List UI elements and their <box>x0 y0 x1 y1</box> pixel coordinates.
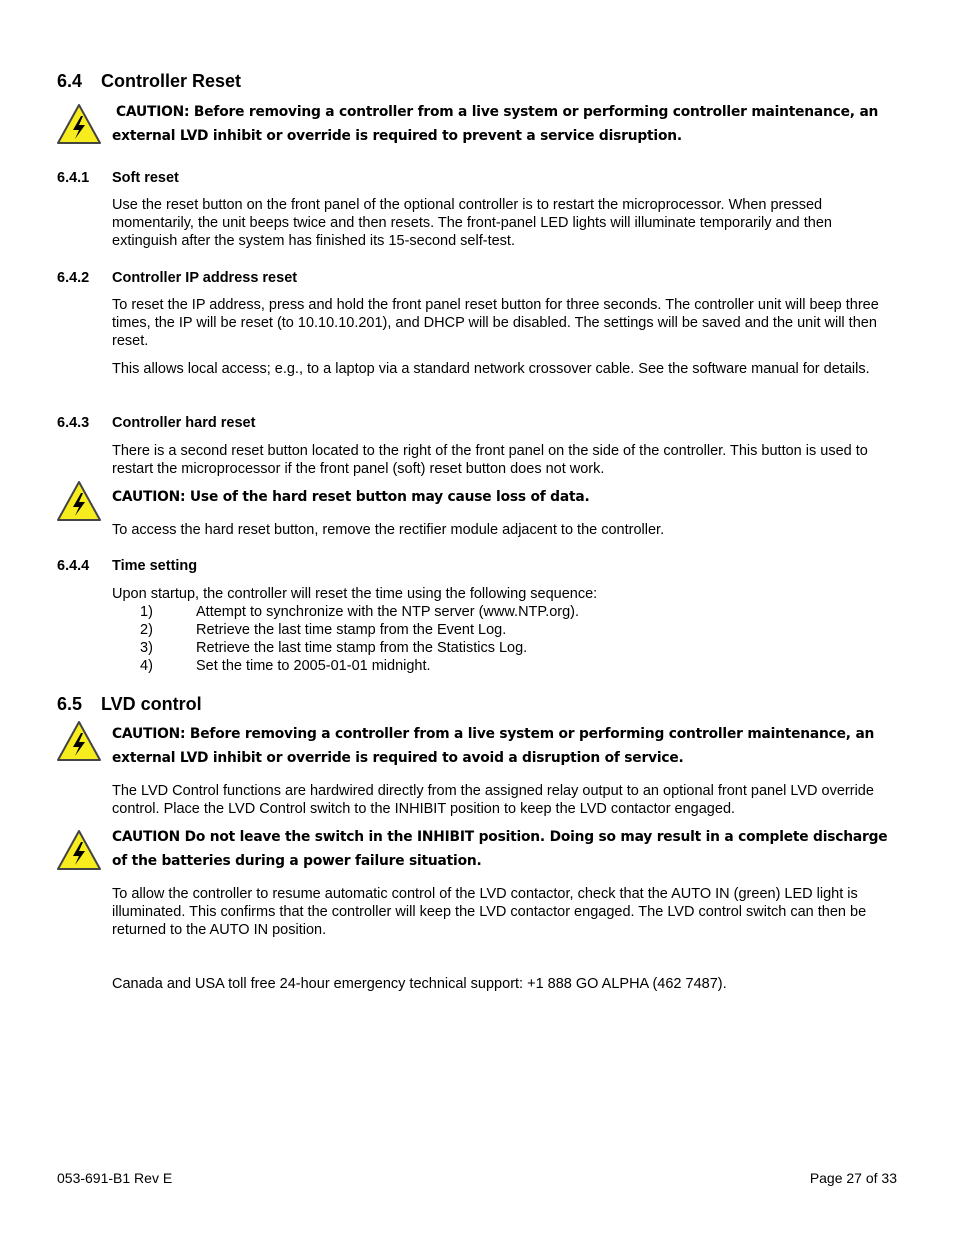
caution-line: CAUTION: Before removing a controller from a live system or performing controller maintenance, an <box>116 104 879 120</box>
ip-reset-paragraph: To reset the IP address, press and hold the front panel reset button for three seconds. The controller unit will beep three times, the IP will be reset (to 10.10.10.201), and DHCP will be disabled. The settings will be saved and the unit will then reset. <box>112 297 879 349</box>
subsection-heading-6-4-4 <box>57 558 197 574</box>
subsection-title: Time setting <box>112 558 198 574</box>
list-item: 3) Retrieve the last time stamp from the Statistics Log. <box>140 640 528 656</box>
caution-line: CAUTION: Before removing a controller from a live system or performing controller maintenance, an <box>112 726 875 742</box>
caution-line: external LVD inhibit or override is required to prevent a service disruption. <box>112 128 682 144</box>
subsection-heading-6-4-3 <box>57 415 255 431</box>
lvd-control-paragraph: The LVD Control functions are hardwired directly from the assigned relay output to an optional front panel LVD override control. Place the LVD Control switch to the INHIBIT position to keep the LVD contactor engaged. <box>112 783 874 817</box>
hard-reset-access-paragraph: To access the hard reset button, remove the rectifier module adjacent to the controller. <box>112 522 665 538</box>
section-number: 6.4 <box>57 71 83 91</box>
caution-line: CAUTION Do not leave the switch in the INHIBIT position. Doing so may result in a complete discharge <box>112 829 888 845</box>
lvd-resume-paragraph: To allow the controller to resume automatic control of the LVD contactor, check that the AUTO IN (green) LED light is illuminated. This confirms that the controller will keep the LVD contactor engaged. The LVD control switch can then be returned to the AUTO IN position. <box>112 886 867 938</box>
support-contact: Canada and USA toll free 24-hour emergency technical support: +1 888 GO ALPHA (462 7487). <box>112 976 727 992</box>
soft-reset-paragraph: Use the reset button on the front panel of the optional controller is to restart the microprocessor. When pressed momentarily, the unit beeps twice and then resets. The front-panel LED lights will illuminate temporarily and then extinguish after the system has finished its 15-second self-test. <box>112 197 832 249</box>
subsection-heading-6-4-2 <box>57 270 297 286</box>
subsection-title: Controller IP address reset <box>112 270 298 286</box>
section-number: 6.5 <box>57 694 83 714</box>
subsection-heading-6-4-1 <box>57 170 179 186</box>
subsection-title: Controller hard reset <box>112 415 256 431</box>
caution-lvd-removal <box>112 722 902 770</box>
section-heading-6-4 <box>57 71 241 92</box>
list-item: 4) Set the time to 2005-01-01 midnight. <box>140 658 431 674</box>
footer-doc-id: 053-691-B1 Rev E <box>57 1170 173 1186</box>
time-setting-steps <box>140 603 840 675</box>
footer-page-number: Page 27 of 33 <box>809 1170 897 1186</box>
caution-line: external LVD inhibit or override is required to avoid a disruption of service. <box>112 750 684 766</box>
ip-reset-local-access-paragraph: This allows local access; e.g., to a laptop via a standard network crossover cable. See the software manual for details. <box>112 361 870 377</box>
subsection-number: 6.4.4 <box>57 558 90 574</box>
subsection-number: 6.4.3 <box>57 415 90 431</box>
caution-controller-removal <box>112 100 906 148</box>
list-item: 1) Attempt to synchronize with the NTP server (www.NTP.org). <box>140 604 580 620</box>
section-title: Controller Reset <box>101 71 242 91</box>
caution-line: of the batteries during a power failure situation. <box>112 853 482 869</box>
section-heading-6-5 <box>57 694 202 715</box>
high-voltage-warning-icon <box>56 720 102 762</box>
subsection-number: 6.4.1 <box>57 170 90 186</box>
caution-inhibit-position <box>112 825 902 873</box>
caution-hard-reset: CAUTION: Use of the hard reset button may cause loss of data. <box>112 489 590 505</box>
high-voltage-warning-icon <box>56 829 102 871</box>
time-setting-intro: Upon startup, the controller will reset the time using the following sequence: <box>112 586 598 602</box>
high-voltage-warning-icon <box>56 480 102 522</box>
section-title: LVD control <box>101 694 202 714</box>
list-item: 2) Retrieve the last time stamp from the Event Log. <box>140 622 507 638</box>
subsection-number: 6.4.2 <box>57 270 90 286</box>
subsection-title: Soft reset <box>112 170 179 186</box>
high-voltage-warning-icon <box>56 103 102 145</box>
hard-reset-paragraph: There is a second reset button located to the right of the front panel on the side of the controller. This button is used to restart the microprocessor if the front panel (soft) reset button does not work. <box>112 443 868 477</box>
